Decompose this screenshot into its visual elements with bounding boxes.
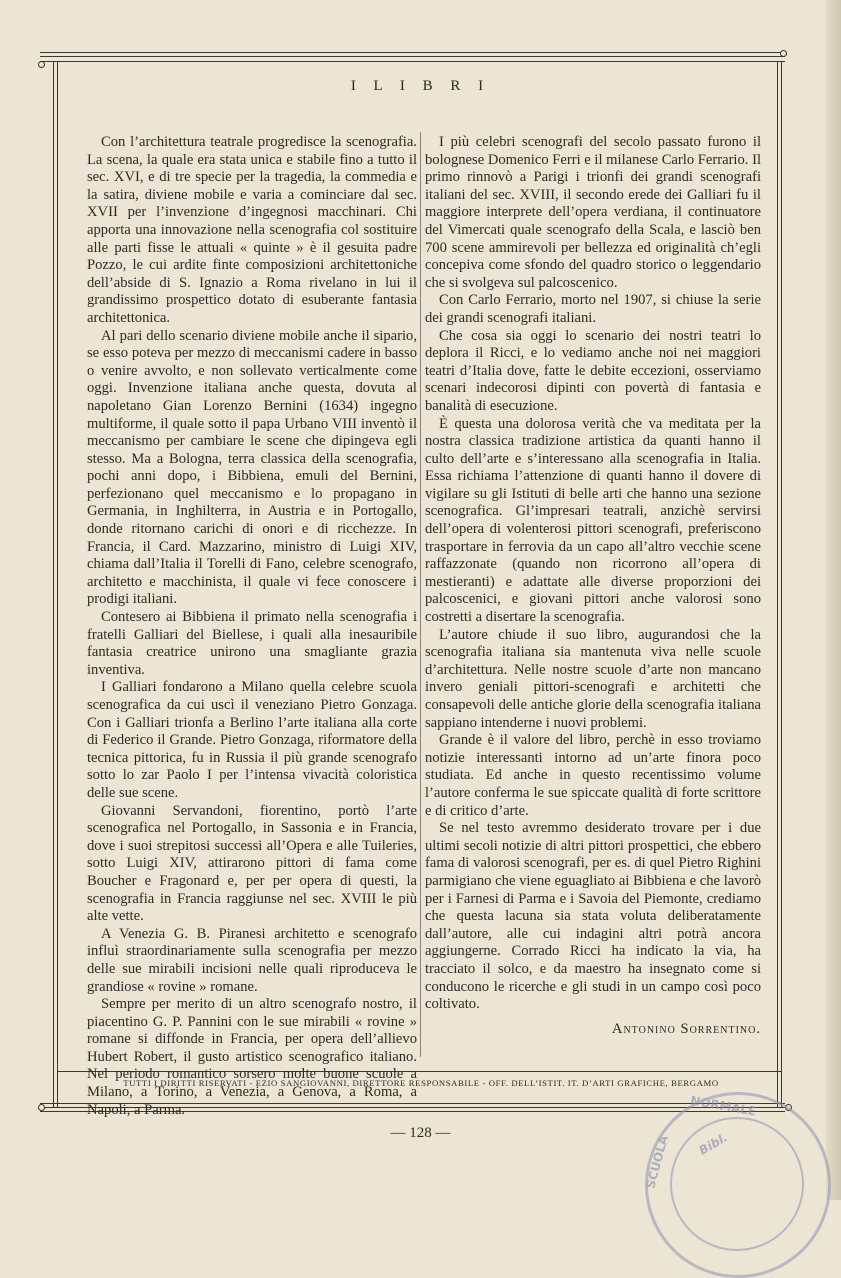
- paragraph: Sempre per merito di un altro scenografo nostro, il piacentino G. P. Pannini con le sue mirabili « rovine » romane si diffonde in Francia, per opera dell’allievo Hubert Robert, il gusto artistico scenografico italiano. Nel periodo romantico sorsero molte buone scuole a Milano, a Torino, a Venezia, a Genova, a Roma, a Napoli, a Parma.: [87, 996, 417, 1118]
- paragraph: Con Carlo Ferrario, morto nel 1907, si chiuse la serie dei grandi scenografi italiani.: [425, 292, 761, 326]
- publisher-footer: TUTTI I DIRITTI RISERVATI - EZIO SANGIOVANNI, DIRETTORE RESPONSABILE - OFF. DELL’ISTIT. IT. D’ARTI GRAFICHE, BERGAMO: [123, 1078, 719, 1088]
- stamp-text-mid: Bibl.: [696, 1130, 730, 1158]
- paragraph: I Galliari fondarono a Milano quella celebre scuola scenografica da cui uscì il veneziano Pietro Gonzaga. Con i Galliari trionfa a Berlino l’arte italiana alla corte di Federico il Grande. Pietro Gonzaga, riformatore della tecnica pittorica, fu in Russia il più grande scenografo sotto lo zar Paolo I per l’intensa vivacità coloristica delle sue scene.: [87, 679, 417, 801]
- author-signature: Antonino Sorrentino.: [611, 1020, 761, 1037]
- column-divider: [420, 132, 421, 1057]
- top-double-rule: [40, 52, 785, 53]
- paragraph: Contesero ai Bibbiena il primato nella scenografia i fratelli Galliari del Biellese, i quali alla inesauribile fantasia creatrice unirono una smagliante grazia inventiva.: [87, 609, 417, 678]
- stamp-text-top: NORMALE: [689, 1093, 758, 1119]
- library-stamp-inner-ring: [670, 1117, 804, 1251]
- book-binding-edge: [826, 0, 841, 1200]
- stamp-text-side: SCUOLA: [643, 1133, 671, 1191]
- left-column: [87, 134, 417, 1119]
- paragraph: A Venezia G. B. Piranesi architetto e scenografo influì straordinariamente sulla scenografia per mezzo delle sue mirabili incisioni nelle quali riproduceva le grandiose « rovine » romane.: [87, 925, 417, 995]
- library-stamp: [645, 1092, 831, 1278]
- paragraph: Con l’architettura teatrale progredisce la scenografia. La scena, la quale era stata unica e stabile fino a tutto il sec. XVI, e di tre specie per la tragedia, la commedia e la satira, diviene mobile e varia a cominciare dal sec. XVII per l’invenzione d’ingegnosi macchinari. Chi apporta una innovazione nella scenografia col sostituire alle parti fisse le attuali « quinte » è il gesuita padre Pozzo, le cui ardite finte composizioni architettoniche dell’abside di S. Ignazio a Roma rivelano in lui il grandissimo prospettico dotato di esuberante fantasia architettonica.: [87, 134, 417, 326]
- left-border-rule: [53, 61, 54, 1107]
- paragraph: È questa una dolorosa verità che va meditata per la nostra classica tradizione artistica da quanti hanno il culto dell’arte e s’interessano alla scenografia in Italia. Essa richiama l’attenzione di quanti hanno il dovere di vigilare su gli Istituti di belle arti che hanno una sezione scenografica. Gl’impresari teatrali, anzichè servirsi dell’opera di volenterosi pittori scenografi, preferiscono trasportare in ferrovia da un capo all’altro vecchie scene raffazzonate (quando non ricorrono all’opera di mestieranti) e adattate alle diverse proporzioni dei palcoscenici, e giovani pittori anche valorosi sono costretti a disertare la scenografia.: [425, 415, 761, 626]
- right-border-rule: [777, 61, 778, 1107]
- paragraph: Che cosa sia oggi lo scenario dei nostri teatri lo deplora il Ricci, e lo vediamo anche noi nei maggiori teatri d’Italia dove, fatte le debite eccezioni, osserviamo scenari indecorosi dipinti con povertà di fantasia e banalità di esecuzione.: [425, 327, 761, 414]
- left-border-rule-2: [57, 61, 58, 1107]
- page-number: — 128 —: [390, 1125, 451, 1141]
- right-border-rule-2: [781, 61, 782, 1107]
- paragraph: Se nel testo avremmo desiderato trovare per i due ultimi secoli notizie di altri pittori prospettici, che ebbero fama di valorosi scenografi, per es. di quel Pietro Righini parmigiano che viene eguagliato ai Bibbiena e che lavorò per i Farnesi di Parma e i Savoia del Piemonte, crediamo che questa lacuna sia stata voluta deliberatamente dall’autore, alle cui indagini altri potrà ancora aggiungerne. Corrado Ricci ha indicato la via, ha tracciato il solco, e da maestro ha insegnato come si conducono le ricerche e gli studi in un campo così poco coltivato.: [425, 820, 761, 1013]
- top-double-rule-2: [40, 56, 785, 57]
- corner-ornament: [38, 61, 45, 68]
- paragraph: Grande è il valore del libro, perchè in esso troviamo notizie interessanti intorno ad un’arte finora poco studiata. Ed anche in questo recentissimo volume l’autore conferma le sue spiccate qualità di forte scrittore e di critico d’arte.: [425, 732, 761, 819]
- top-rule-short: [40, 61, 785, 62]
- paragraph: Giovanni Servandoni, fiorentino, portò l’arte scenografica nel Portogallo, in Sassonia e in Francia, dove i suoi strepitosi successi all’Opera e alle Tuileries, sotto Luigi XIV, attirarono pittori di fama come Boucher e Fragonard e, per per opera di questi, la scenografia in Francia raggiunse nel sec. XVIII le più alte vette.: [87, 802, 417, 925]
- right-column: [425, 134, 761, 1038]
- paragraph: Al pari dello scenario diviene mobile anche il sipario, se esso poteva per mezzo di meccanismi cadere in basso o venire avvolto, e non sollevato verticalmente come oggi. Invenzione italiana anche questa, dovuta al napoletano Gian Lorenzo Bernini (1634) ingegno multiforme, il quale sotto il papa Urbano VIII inventò il meccanismo per cambiare le scene che dipingeva egli stesso. Ma a Bologna, terra classica della scenografia, pochi anni dopo, i Bibbiena, emuli del Bernini, perfezionano quel meccanismo e lo propagano in Germania, in Inghilterra, in Austria e in Portogallo, donde ritornano carichi di onori e di ricchezze. In Francia, il Card. Mazzarino, ministro di Luigi XIV, chiama dall’Italia il Torelli di Fano, celebre scenografo, architetto e macchinista, il quale vi fece conoscere i prodigi italiani.: [87, 327, 417, 608]
- page-title: I L I B R I: [350, 78, 491, 94]
- paragraph: L’autore chiude il suo libro, augurandosi che la scenografia italiana sia mantenuta viva nelle scuole d’architettura. Nelle nostre scuole d’arte non mancano invero geniali pittori-scenografi e architetti che consapevoli delle antiche glorie della scenografia italiana sappiano intenderne i nuovi problemi.: [425, 626, 761, 731]
- paragraph: I più celebri scenografi del secolo passato furono il bolognese Domenico Ferri e il milanese Carlo Ferrario. Il primo rinnovò a Parigi i trionfi dei grandi scenografi italiani del sec. XVIII, il secondo erede dei Galliari fu il maggiore interprete dell’opera verdiana, il continuatore del Vimercati quale scenografo della Scala, e lasciò ben 700 scene ammirevoli per bellezza ed originalità ch’egli concepiva come sfondo del quadro storico o leggendario che si svolgeva sul palcoscenico.: [425, 134, 761, 291]
- corner-ornament: [780, 50, 787, 57]
- corner-ornament: [38, 1104, 45, 1111]
